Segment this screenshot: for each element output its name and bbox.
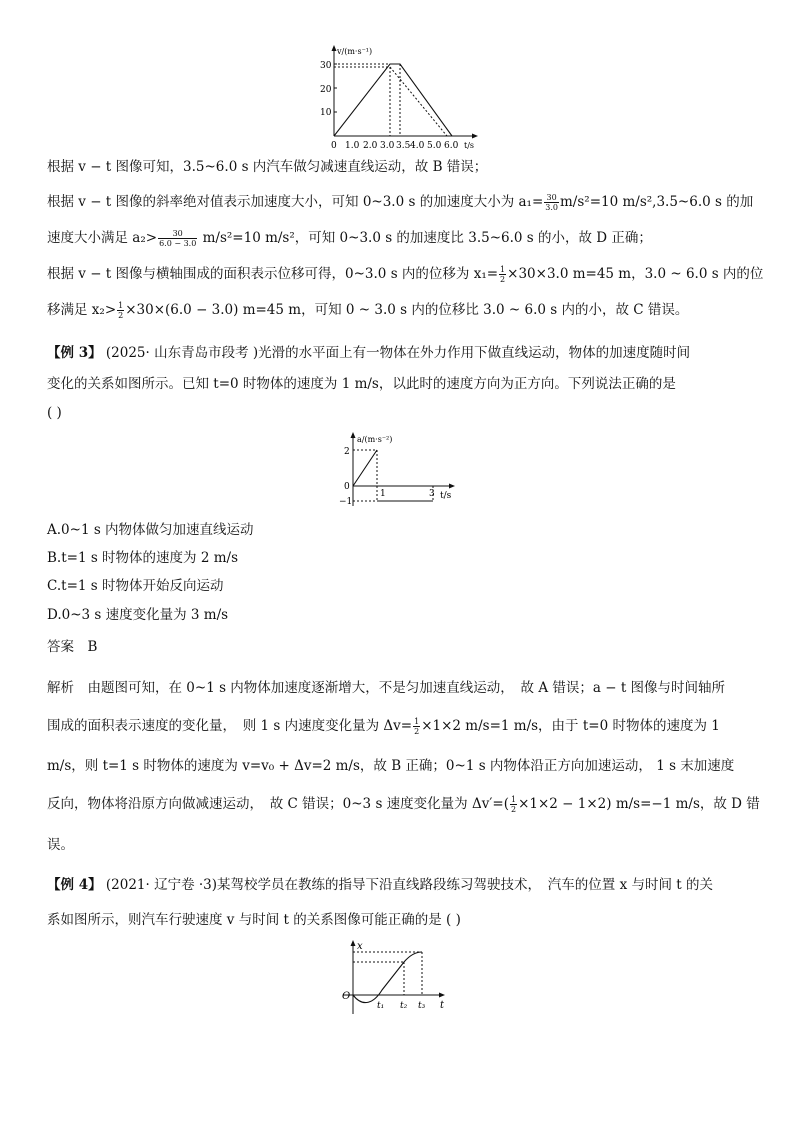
xt-graph [338, 938, 453, 1020]
frac-num: 1 [414, 717, 420, 726]
text: 速度大小满足 a₂> [47, 230, 158, 246]
origin-label: O [342, 991, 351, 1002]
text: ×30×3.0 m=45 m，3.0 ~ 6.0 s 内的位 [507, 266, 764, 282]
text: 根据 v − t 图像与横轴围成的面积表示位移可得，0~3.0 s 内的位移为 x₁= [47, 266, 499, 282]
example-tag: 【例 4】 [47, 877, 102, 893]
frac-num: 30 [544, 193, 559, 203]
x-tick-1: 1 [380, 489, 386, 499]
x-axis-label: t [440, 1000, 445, 1011]
example4-line1 [47, 876, 713, 894]
option-a: A.0~1 s 内物体做匀加速直线运动 [47, 522, 254, 538]
y-axis-arrow-icon [351, 940, 356, 946]
x-tick-3: 3 [429, 489, 435, 499]
para1-line2 [47, 193, 753, 212]
frac-den: 3.0 [545, 203, 558, 212]
frac-den: 2 [510, 805, 517, 814]
option-d: D.0~3 s 速度变化量为 3 m/s [47, 607, 229, 623]
text: m/s²=10 m/s²，可知 0~3.0 s 的加速度比 3.5~6.0 s 的小，故 D 正确； [198, 230, 652, 246]
x-axis-arrow-icon [439, 993, 445, 998]
analysis-line4 [47, 795, 760, 814]
x-tick-t3: t₃ [418, 1001, 426, 1011]
y-axis-label: x [357, 941, 363, 952]
x-tick: 4.0 [410, 141, 425, 151]
frac-num: 1 [118, 301, 124, 310]
text: 移满足 x₂> [47, 302, 117, 318]
y-tick-10: 10 [320, 108, 332, 118]
x-tick: 2.0 [363, 141, 378, 151]
y-tick-20: 20 [320, 85, 332, 95]
frac-num: 1 [500, 265, 506, 274]
y-tick-2: 2 [344, 447, 350, 457]
y-axis-arrow-icon [351, 432, 356, 438]
fraction [510, 795, 517, 814]
vt-graph [312, 44, 482, 152]
fraction [413, 717, 420, 736]
y-tick-30: 30 [320, 61, 332, 71]
x-tick: 6.0 [444, 141, 459, 151]
analysis-line5: 误。 [47, 837, 74, 853]
option-b: B.t=1 s 时物体的速度为 2 m/s [47, 550, 238, 566]
text: m/s²=10 m/s²,3.5~6.0 s 的加 [560, 194, 754, 210]
frac-den: 2 [118, 311, 124, 320]
x-tick-t1: t₁ [377, 1001, 385, 1011]
text: 根据 v − t 图像的斜率绝对值表示加速度大小，可知 0~3.0 s 的加速度大小为 a₁= [47, 194, 544, 210]
analysis-line1: 解析 由题图可知，在 0~1 s 内物体加速度逐渐增大，不是匀加速直线运动， 故 A 错误；a − t 图像与时间轴所 [47, 680, 726, 696]
fraction [544, 193, 559, 212]
text: ×1×2 m/s=1 m/s，由于 t=0 时物体的速度为 1 [421, 718, 720, 734]
x-axis-label: t/s [440, 491, 452, 501]
frac-den: 6.0 − 3.0 [159, 239, 197, 248]
x-tick: 5.0 [427, 141, 442, 151]
velocity-line [334, 64, 452, 136]
guide-dashed [390, 67, 447, 136]
at-graph [330, 430, 465, 510]
x-axis-label: t/s [464, 141, 475, 150]
frac-num: 30 [158, 229, 197, 239]
x-tick: 1.0 [345, 141, 360, 151]
answer: 答案 B [47, 639, 98, 655]
example4-line2: 系如图所示，则汽车行驶速度 v 与时间 t 的关系图像可能正确的是 ( ) [47, 912, 461, 928]
para1-line4 [47, 265, 763, 284]
x-tick-t2: t₂ [400, 1001, 408, 1011]
frac-num: 1 [510, 795, 517, 804]
text: ×1×2 − 1×2) m/s=−1 m/s，故 D 错 [518, 796, 760, 812]
example3-line2: 变化的关系如图所示。已知 t=0 时物体的速度为 1 m/s，以此时的速度方向为正方向。下列说法正确的是 [47, 376, 676, 392]
analysis-line3: m/s，则 t=1 s 时物体的速度为 v=v₀ + Δv=2 m/s，故 B 正确；0~1 s 内物体沿正方向加速运动， 1 s 末加速度 [47, 758, 735, 774]
accel-rise [353, 450, 377, 486]
y-axis-label: v/(m·s⁻¹) [337, 47, 373, 56]
fraction [158, 229, 197, 248]
fraction [117, 301, 124, 320]
text: 围成的面积表示速度的变化量， 则 1 s 内速度变化量为 Δv= [47, 718, 413, 734]
example-tag: 【例 3】 [47, 345, 102, 361]
y-tick-0: 0 [344, 482, 350, 492]
frac-den: 2 [500, 275, 506, 284]
y-axis-arrow-icon [332, 45, 337, 51]
text: ×30×(6.0 − 3.0) m=45 m，可知 0 ~ 3.0 s 内的位移比 3.0 ~ 6.0 s 内的小，故 C 错误。 [125, 302, 689, 318]
option-c: C.t=1 s 时物体开始反向运动 [47, 578, 224, 594]
example3-line1 [47, 344, 690, 362]
x-tick: 3.5 [396, 141, 411, 151]
x-axis-arrow-icon [449, 484, 455, 489]
x-tick: 0 [331, 141, 337, 151]
para1-line1: 根据 v − t 图像可知，3.5~6.0 s 内汽车做匀减速直线运动，故 B 错误； [47, 159, 488, 175]
x-tick: 3.0 [380, 141, 395, 151]
example3-line3: ( ) [47, 405, 62, 421]
text: (2021· 辽宁卷 ·3)某驾校学员在教练的指导下沿直线路段练习驾驶技术， 汽车的位置 x 与时间 t 的关 [101, 877, 713, 893]
y-tick-neg1: −1 [339, 497, 353, 507]
text: 反向，物体将沿原方向做减速运动， 故 C 错误；0~3 s 速度变化量为 Δv′=( [47, 796, 509, 812]
text: (2025· 山东青岛市段考 )光滑的水平面上有一物体在外力作用下做直线运动，物体的加速度随时间 [101, 345, 691, 361]
y-axis-label: a/(m·s⁻²) [357, 435, 393, 444]
fraction [499, 265, 506, 284]
para1-line5 [47, 301, 688, 320]
analysis-line2 [47, 717, 720, 736]
frac-den: 2 [414, 727, 420, 736]
x-axis-arrow-icon [472, 134, 478, 139]
para1-line3 [47, 229, 652, 248]
